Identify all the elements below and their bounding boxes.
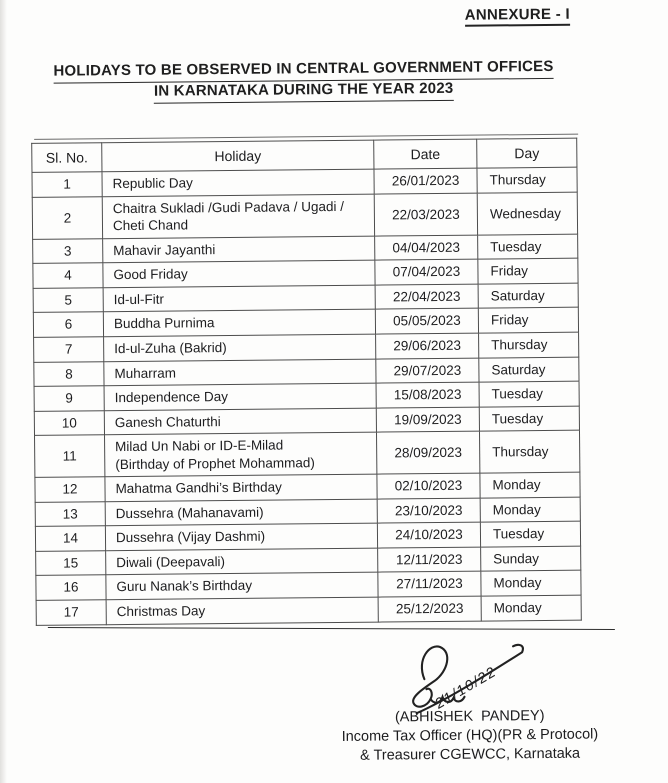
cell-date: 23/10/2023 (377, 498, 480, 524)
cell-sl-no: 11 (35, 435, 105, 478)
cell-sl-no: 4 (33, 263, 103, 288)
cell-date: 05/05/2023 (375, 309, 478, 335)
cell-day: Monday (481, 595, 581, 621)
cell-holiday: Dussehra (Mahanavami) (105, 499, 377, 526)
signatory-designation-2: & Treasurer CGEWCC, Karnataka (360, 745, 581, 764)
cell-sl-no: 12 (35, 477, 105, 502)
header-day: Day (477, 138, 577, 168)
cell-holiday: Id-ul-Fitr (103, 285, 375, 312)
cell-date: 29/06/2023 (376, 333, 479, 359)
cell-day: Sunday (481, 546, 581, 572)
cell-holiday: Dussehra (Vijay Dashmi) (105, 523, 377, 550)
cell-date: 24/10/2023 (377, 522, 480, 548)
cell-sl-no: 15 (36, 551, 106, 576)
cell-holiday: Diwali (Deepavali) (106, 548, 378, 575)
cell-holiday: Mahavir Jayanthi (103, 236, 375, 263)
cell-holiday: Ganesh Chaturthi (104, 408, 376, 435)
cell-holiday: Milad Un Nabi or ID-E-Milad (Birthday of Prophet Mohammad) (105, 432, 377, 477)
signatory-block (324, 706, 617, 765)
cell-holiday: Independence Day (104, 383, 376, 410)
cell-sl-no: 9 (34, 386, 104, 411)
cell-day: Friday (478, 259, 578, 285)
cell-day: Tuesday (480, 522, 580, 548)
cell-date: 27/11/2023 (378, 572, 481, 598)
header-date: Date (374, 139, 477, 169)
handwritten-signature (386, 636, 547, 718)
cell-sl-no: 6 (33, 312, 103, 337)
cell-day: Thursday (479, 332, 579, 358)
title-line-1: HOLIDAYS TO BE OBSERVED IN CENTRAL GOVERNMENT OFFICES (53, 58, 553, 84)
title-line-2: IN KARNATAKA DURING THE YEAR 2023 (154, 80, 454, 104)
cell-day: Thursday (477, 167, 577, 193)
cell-date: 22/03/2023 (374, 193, 477, 236)
cell-day: Saturday (479, 357, 579, 383)
cell-day: Saturday (478, 283, 578, 309)
cell-sl-no: 17 (36, 600, 106, 625)
table-row (32, 192, 577, 239)
cell-sl-no: 3 (33, 239, 103, 264)
cell-sl-no: 7 (34, 337, 104, 362)
cell-day: Monday (480, 497, 580, 523)
cell-date: 28/09/2023 (376, 431, 479, 474)
cell-date: 04/04/2023 (375, 235, 478, 261)
cell-date: 19/09/2023 (376, 407, 479, 433)
cell-sl-no: 8 (34, 361, 104, 386)
cell-date: 15/08/2023 (376, 382, 479, 408)
signatory-name: (ABHISHEK PANDEY) (394, 707, 545, 726)
cell-date: 25/12/2023 (378, 596, 481, 622)
signature-date-text: 21/10/22 (432, 663, 500, 713)
cell-day: Tuesday (478, 234, 578, 260)
cell-sl-no: 1 (32, 172, 102, 197)
cell-day: Thursday (479, 430, 579, 473)
header-holiday: Holiday (102, 140, 374, 172)
cell-day: Friday (478, 308, 578, 334)
holiday-table-wrapper (31, 138, 581, 626)
cell-holiday: Good Friday (103, 260, 375, 287)
cell-sl-no: 13 (35, 502, 105, 527)
cell-sl-no: 16 (36, 575, 106, 600)
signatory-designation-1: Income Tax Officer (HQ)(PR & Protocol) (341, 726, 599, 745)
cell-date: 22/04/2023 (375, 284, 478, 310)
holiday-table (31, 138, 582, 626)
cell-holiday: Christmas Day (106, 597, 378, 624)
cell-sl-no: 10 (34, 410, 104, 435)
cell-date: 26/01/2023 (374, 168, 477, 194)
table-row (36, 595, 581, 625)
cell-date: 07/04/2023 (375, 259, 478, 285)
cell-day: Monday (480, 472, 580, 498)
cell-date: 02/10/2023 (377, 473, 480, 499)
horizontal-rule (48, 627, 615, 630)
cell-day: Monday (481, 571, 581, 597)
header-sl-no: Sl. No. (32, 143, 102, 173)
document-title (0, 57, 638, 105)
cell-holiday: Mahatma Gandhi’s Birthday (105, 474, 377, 501)
annexure-label: ANNEXURE - I (465, 6, 570, 27)
table-row (35, 430, 580, 477)
cell-holiday: Id-ul-Zuha (Bakrid) (104, 334, 376, 361)
cell-holiday: Chaitra Sukladi /Gudi Padava / Ugadi / Cheti Chand (102, 194, 374, 239)
cell-sl-no: 14 (35, 526, 105, 551)
cell-holiday: Republic Day (102, 169, 374, 196)
cell-date: 29/07/2023 (376, 358, 479, 384)
cell-holiday: Guru Nanak’s Birthday (106, 573, 378, 600)
cell-sl-no: 5 (33, 288, 103, 313)
cell-day: Wednesday (477, 192, 577, 235)
cell-sl-no: 2 (32, 196, 102, 239)
cell-day: Tuesday (479, 406, 579, 432)
cell-day: Tuesday (479, 381, 579, 407)
cell-holiday: Buddha Purnima (103, 310, 375, 337)
cell-holiday: Muharram (104, 359, 376, 386)
cell-date: 12/11/2023 (378, 547, 481, 573)
